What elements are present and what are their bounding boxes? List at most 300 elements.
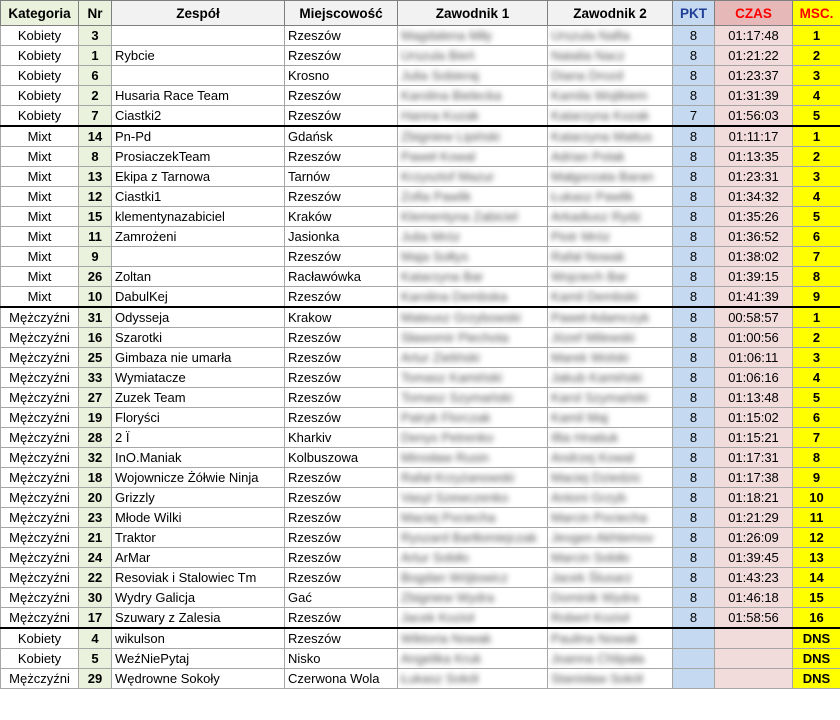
category-cell: Kobiety (1, 649, 79, 669)
category-cell: Kobiety (1, 106, 79, 127)
player2-cell-text: Arkadiusz Rydz (551, 209, 642, 224)
header-row (1, 1, 840, 26)
points-cell: 8 (673, 187, 715, 207)
table-row (1, 388, 840, 408)
time-cell: 01:13:48 (715, 388, 793, 408)
team-cell: InO.Maniak (112, 448, 285, 468)
table-row (1, 227, 840, 247)
points-cell: 8 (673, 408, 715, 428)
points-cell: 8 (673, 307, 715, 328)
place-cell: 1 (793, 307, 840, 328)
place-cell: 10 (793, 488, 840, 508)
points-cell: 7 (673, 106, 715, 127)
team-cell: 2 Ї (112, 428, 285, 448)
player2-cell-text: Marcin Pociecha (551, 510, 648, 525)
player1-cell (398, 307, 548, 328)
place-cell: 3 (793, 167, 840, 187)
team-cell: Pn-Pd (112, 126, 285, 147)
player1-cell-text: Zbigniew Lipiński (401, 129, 500, 144)
number-cell: 22 (79, 568, 112, 588)
player2-cell-text: Kamil Dembski (551, 289, 638, 304)
player2-cell-text: Andrzej Kowal (551, 450, 635, 465)
table-row (1, 669, 840, 689)
player1-cell (398, 448, 548, 468)
city-cell: Racławówka (285, 267, 398, 287)
place-cell: 15 (793, 588, 840, 608)
table-row (1, 46, 840, 66)
team-cell: Resoviak i Stalowiec Tm (112, 568, 285, 588)
team-cell: Rybcie (112, 46, 285, 66)
time-cell: 01:06:11 (715, 348, 793, 368)
time-cell: 01:39:15 (715, 267, 793, 287)
team-cell: Wymiatacze (112, 368, 285, 388)
category-cell: Mężczyźni (1, 548, 79, 568)
header-zespol: Zespół (112, 1, 285, 26)
number-cell: 13 (79, 167, 112, 187)
points-cell: 8 (673, 26, 715, 46)
table-row (1, 548, 840, 568)
player1-cell (398, 568, 548, 588)
place-cell: 9 (793, 287, 840, 308)
player1-cell-text: Hanna Kozak (401, 108, 480, 123)
category-cell: Mężczyźni (1, 568, 79, 588)
points-cell: 8 (673, 548, 715, 568)
table-row (1, 408, 840, 428)
category-cell: Kobiety (1, 86, 79, 106)
category-cell: Kobiety (1, 46, 79, 66)
player1-cell (398, 227, 548, 247)
player1-cell (398, 368, 548, 388)
table-row (1, 66, 840, 86)
player1-cell-text: Maciej Pociecha (401, 510, 496, 525)
points-cell: 8 (673, 388, 715, 408)
team-cell: Młode Wilki (112, 508, 285, 528)
header-msc: MSC. (793, 1, 840, 26)
category-cell: Mężczyźni (1, 388, 79, 408)
player1-cell (398, 488, 548, 508)
team-cell: WeźNiePytaj (112, 649, 285, 669)
team-cell: ProsiaczekTeam (112, 147, 285, 167)
player1-cell (398, 388, 548, 408)
player2-cell (548, 548, 673, 568)
table-row (1, 267, 840, 287)
place-cell: DNS (793, 628, 840, 649)
points-cell: 8 (673, 287, 715, 308)
points-cell (673, 669, 715, 689)
team-cell: Szuwary z Zalesia (112, 608, 285, 629)
city-cell: Gdańsk (285, 126, 398, 147)
player2-cell (548, 568, 673, 588)
team-cell: Szarotki (112, 328, 285, 348)
player2-cell (548, 608, 673, 629)
player1-cell (398, 26, 548, 46)
player2-cell (548, 66, 673, 86)
category-cell: Mężczyźni (1, 348, 79, 368)
team-cell (112, 247, 285, 267)
city-cell: Rzeszów (285, 46, 398, 66)
player2-cell-text: Stanisław Sokół (551, 671, 643, 686)
player2-cell-text: Łukasz Pawlik (551, 189, 634, 204)
table-row (1, 147, 840, 167)
place-cell: 1 (793, 26, 840, 46)
player1-cell (398, 267, 548, 287)
player1-cell (398, 588, 548, 608)
time-cell: 01:39:45 (715, 548, 793, 568)
player1-cell-text: Wiktoria Nowak (401, 631, 492, 646)
number-cell: 21 (79, 528, 112, 548)
table-row (1, 247, 840, 267)
player1-cell (398, 66, 548, 86)
player2-cell (548, 106, 673, 127)
player2-cell (548, 126, 673, 147)
city-cell: Krakow (285, 307, 398, 328)
player1-cell-text: Karolina Dembska (401, 289, 508, 304)
category-cell: Mężczyźni (1, 508, 79, 528)
player2-cell-text: Karol Szymański (551, 390, 648, 405)
player1-cell-text: Patryk Florczak (401, 410, 491, 425)
player1-cell-text: Denys Petrenko (401, 430, 494, 445)
city-cell: Rzeszów (285, 628, 398, 649)
header-miejscowosc: Miejscowość (285, 1, 398, 26)
place-cell: 2 (793, 46, 840, 66)
player2-cell (548, 247, 673, 267)
player1-cell (398, 287, 548, 308)
table-row (1, 287, 840, 308)
place-cell: 4 (793, 368, 840, 388)
number-cell: 18 (79, 468, 112, 488)
category-cell: Mixt (1, 167, 79, 187)
table-row (1, 307, 840, 328)
player1-cell (398, 86, 548, 106)
time-cell: 01:06:16 (715, 368, 793, 388)
city-cell: Rzeszów (285, 368, 398, 388)
player1-cell-text: Ryszard Bartłomiejczak (401, 530, 537, 545)
place-cell: 7 (793, 428, 840, 448)
category-cell: Mixt (1, 147, 79, 167)
table-row (1, 207, 840, 227)
player2-cell-text: Maciej Dziedzic (551, 470, 642, 485)
place-cell: DNS (793, 649, 840, 669)
city-cell: Kolbuszowa (285, 448, 398, 468)
time-cell: 01:56:03 (715, 106, 793, 127)
points-cell (673, 649, 715, 669)
player1-cell (398, 126, 548, 147)
player2-cell-text: Katarzyna Mattus (551, 129, 653, 144)
table-row (1, 588, 840, 608)
time-cell: 01:26:09 (715, 528, 793, 548)
player1-cell-text: Julia Mróz (401, 229, 461, 244)
team-cell: DabulKej (112, 287, 285, 308)
place-cell: 13 (793, 548, 840, 568)
city-cell: Rzeszów (285, 468, 398, 488)
team-cell (112, 26, 285, 46)
number-cell: 19 (79, 408, 112, 428)
player1-cell-text: Maja Sołtys (401, 249, 469, 264)
player2-cell (548, 388, 673, 408)
player2-cell (548, 227, 673, 247)
number-cell: 27 (79, 388, 112, 408)
table-row (1, 368, 840, 388)
points-cell: 8 (673, 328, 715, 348)
player2-cell (548, 649, 673, 669)
city-cell: Rzeszów (285, 548, 398, 568)
player1-cell (398, 508, 548, 528)
table-row (1, 348, 840, 368)
number-cell: 26 (79, 267, 112, 287)
team-cell: Odysseja (112, 307, 285, 328)
time-cell: 01:36:52 (715, 227, 793, 247)
points-cell: 8 (673, 227, 715, 247)
category-cell: Mężczyźni (1, 608, 79, 629)
number-cell: 15 (79, 207, 112, 227)
player1-cell (398, 608, 548, 629)
time-cell: 01:00:56 (715, 328, 793, 348)
table-row (1, 26, 840, 46)
category-cell: Kobiety (1, 66, 79, 86)
time-cell (715, 628, 793, 649)
category-cell: Mężczyźni (1, 368, 79, 388)
table-row (1, 187, 840, 207)
number-cell: 32 (79, 448, 112, 468)
city-cell: Czerwona Wola (285, 669, 398, 689)
place-cell: 14 (793, 568, 840, 588)
player1-cell (398, 548, 548, 568)
time-cell: 01:35:26 (715, 207, 793, 227)
player1-cell-text: Sławomir Piechota (401, 330, 509, 345)
city-cell: Tarnów (285, 167, 398, 187)
place-cell: 5 (793, 207, 840, 227)
city-cell: Rzeszów (285, 287, 398, 308)
category-cell: Mixt (1, 207, 79, 227)
points-cell: 8 (673, 508, 715, 528)
category-cell: Mężczyźni (1, 669, 79, 689)
player1-cell (398, 207, 548, 227)
team-cell: ArMar (112, 548, 285, 568)
player1-cell (398, 46, 548, 66)
points-cell: 8 (673, 468, 715, 488)
player1-cell (398, 187, 548, 207)
team-cell: Wydry Galicja (112, 588, 285, 608)
table-row (1, 468, 840, 488)
time-cell: 01:17:38 (715, 468, 793, 488)
table-row (1, 508, 840, 528)
player2-cell-text: Antoni Grzyb (551, 490, 627, 505)
team-cell: Floryści (112, 408, 285, 428)
category-cell: Mężczyźni (1, 488, 79, 508)
city-cell: Rzeszów (285, 488, 398, 508)
player1-cell-text: Rafał Krzyżanowski (401, 470, 515, 485)
team-cell (112, 66, 285, 86)
category-cell: Mixt (1, 227, 79, 247)
table-row (1, 428, 840, 448)
player2-cell (548, 307, 673, 328)
team-cell: klementynazabiciel (112, 207, 285, 227)
time-cell: 01:23:37 (715, 66, 793, 86)
number-cell: 31 (79, 307, 112, 328)
time-cell: 01:43:23 (715, 568, 793, 588)
table-row (1, 568, 840, 588)
time-cell: 01:34:32 (715, 187, 793, 207)
points-cell: 8 (673, 167, 715, 187)
city-cell: Rzeszów (285, 408, 398, 428)
number-cell: 12 (79, 187, 112, 207)
player1-cell-text: Łukasz Sokół (401, 671, 479, 686)
city-cell: Rzeszów (285, 328, 398, 348)
player1-cell (398, 106, 548, 127)
player1-cell-text: Zofia Pawlik (401, 189, 472, 204)
player1-cell-text: Klementyna Zabiciel (401, 209, 519, 224)
place-cell: 2 (793, 147, 840, 167)
time-cell: 01:41:39 (715, 287, 793, 308)
city-cell: Rzeszów (285, 147, 398, 167)
time-cell: 01:17:48 (715, 26, 793, 46)
player2-cell-text: Marcin Sobiło (551, 550, 630, 565)
player1-cell (398, 528, 548, 548)
player2-cell-text: Joanna Chlipała (551, 651, 645, 666)
player1-cell-text: Magdalena Miły (401, 28, 493, 43)
number-cell: 17 (79, 608, 112, 629)
city-cell: Rzeszów (285, 106, 398, 127)
points-cell (673, 628, 715, 649)
player1-cell (398, 628, 548, 649)
player2-cell-text: Jacek Ślusarz (551, 570, 632, 585)
category-cell: Mężczyźni (1, 328, 79, 348)
player2-cell (548, 468, 673, 488)
player1-cell-text: Krzysztof Mazur (401, 169, 495, 184)
player1-cell (398, 649, 548, 669)
time-cell: 01:31:39 (715, 86, 793, 106)
time-cell: 01:21:22 (715, 46, 793, 66)
player1-cell-text: Bogdan Wójtowicz (401, 570, 508, 585)
player1-cell-text: Vasyl Szewczenko (401, 490, 509, 505)
table-row (1, 328, 840, 348)
player1-cell-text: Paweł Kowal (401, 149, 476, 164)
place-cell: 7 (793, 247, 840, 267)
city-cell: Rzeszów (285, 608, 398, 629)
points-cell: 8 (673, 608, 715, 629)
player2-cell (548, 588, 673, 608)
time-cell: 01:11:17 (715, 126, 793, 147)
place-cell: 6 (793, 408, 840, 428)
category-cell: Kobiety (1, 26, 79, 46)
player1-cell (398, 408, 548, 428)
table-row (1, 649, 840, 669)
player1-cell (398, 328, 548, 348)
team-cell: Ekipa z Tarnowa (112, 167, 285, 187)
time-cell: 01:23:31 (715, 167, 793, 187)
table-row (1, 528, 840, 548)
player1-cell (398, 468, 548, 488)
category-cell: Mixt (1, 126, 79, 147)
points-cell: 8 (673, 528, 715, 548)
points-cell: 8 (673, 46, 715, 66)
player1-cell (398, 348, 548, 368)
header-kategoria: Kategoria (1, 1, 79, 26)
time-cell (715, 669, 793, 689)
points-cell: 8 (673, 448, 715, 468)
player1-cell (398, 247, 548, 267)
number-cell: 7 (79, 106, 112, 127)
time-cell: 01:15:02 (715, 408, 793, 428)
place-cell: 9 (793, 468, 840, 488)
player2-cell (548, 368, 673, 388)
city-cell: Kharkiv (285, 428, 398, 448)
player1-cell-text: Karolina Bielecka (401, 88, 502, 103)
player2-cell-text: Jakub Kamiński (551, 370, 643, 385)
team-cell: Zuzek Team (112, 388, 285, 408)
player2-cell (548, 669, 673, 689)
category-cell: Mężczyźni (1, 428, 79, 448)
table-row (1, 86, 840, 106)
city-cell: Rzeszów (285, 26, 398, 46)
points-cell: 8 (673, 568, 715, 588)
category-cell: Mężczyźni (1, 307, 79, 328)
place-cell: DNS (793, 669, 840, 689)
player1-cell (398, 669, 548, 689)
points-cell: 8 (673, 247, 715, 267)
number-cell: 11 (79, 227, 112, 247)
player2-cell-text: Marek Wolski (551, 350, 629, 365)
player1-cell-text: Zbigniew Wydra (401, 590, 495, 605)
place-cell: 1 (793, 126, 840, 147)
player2-cell-text: Józef Milewski (551, 330, 635, 345)
points-cell: 8 (673, 147, 715, 167)
points-cell: 8 (673, 66, 715, 86)
place-cell: 11 (793, 508, 840, 528)
city-cell: Rzeszów (285, 388, 398, 408)
number-cell: 6 (79, 66, 112, 86)
player2-cell (548, 207, 673, 227)
team-cell: Ciastki2 (112, 106, 285, 127)
player2-cell (548, 348, 673, 368)
number-cell: 2 (79, 86, 112, 106)
player1-cell-text: Mirosław Rusin (401, 450, 490, 465)
player2-cell (548, 46, 673, 66)
place-cell: 5 (793, 106, 840, 127)
player2-cell (548, 86, 673, 106)
team-cell: Traktor (112, 528, 285, 548)
points-cell: 8 (673, 86, 715, 106)
player1-cell-text: Mateusz Grzybowski (401, 310, 521, 325)
player2-cell (548, 528, 673, 548)
table-row (1, 126, 840, 147)
points-cell: 8 (673, 488, 715, 508)
place-cell: 3 (793, 348, 840, 368)
place-cell: 16 (793, 608, 840, 629)
header-zawodnik2: Zawodnik 2 (548, 1, 673, 26)
table-row (1, 448, 840, 468)
player2-cell-text: Katarzyna Kozak (551, 108, 650, 123)
player1-cell-text: Tomasz Kamiński (401, 370, 503, 385)
city-cell: Rzeszów (285, 187, 398, 207)
team-cell: Wojownicze Żółwie Ninja (112, 468, 285, 488)
player2-cell (548, 187, 673, 207)
header-zawodnik1: Zawodnik 1 (398, 1, 548, 26)
number-cell: 1 (79, 46, 112, 66)
place-cell: 4 (793, 187, 840, 207)
number-cell: 28 (79, 428, 112, 448)
time-cell: 01:46:18 (715, 588, 793, 608)
number-cell: 4 (79, 628, 112, 649)
header-czas: CZAS (715, 1, 793, 26)
points-cell: 8 (673, 126, 715, 147)
player2-cell (548, 287, 673, 308)
team-cell: Wędrowne Sokoły (112, 669, 285, 689)
city-cell: Rzeszów (285, 568, 398, 588)
player1-cell-text: Artur Zieliński (401, 350, 480, 365)
time-cell: 01:58:56 (715, 608, 793, 629)
time-cell: 01:13:35 (715, 147, 793, 167)
